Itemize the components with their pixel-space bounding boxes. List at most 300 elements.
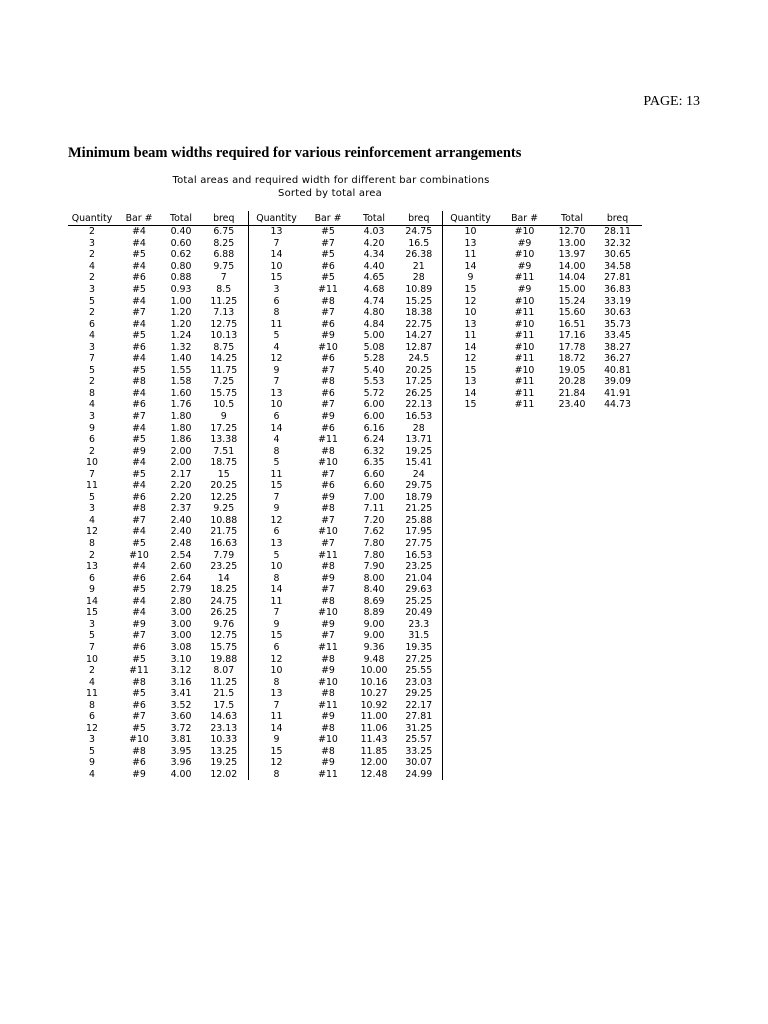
- cell-total: 3.00: [170, 630, 192, 642]
- cell-quantity: 11: [270, 711, 283, 723]
- cell-quantity: 12: [464, 295, 477, 307]
- cell-quantity: 14: [464, 387, 477, 399]
- cell-bar-number: #10: [514, 341, 535, 353]
- cell-bar-number: #7: [321, 364, 335, 376]
- cell-bar-number: #11: [318, 768, 338, 780]
- table-row: [68, 734, 248, 746]
- table-row: [443, 307, 642, 319]
- table-row: [249, 699, 442, 711]
- cell-total: 2.79: [170, 584, 192, 596]
- table-row: [249, 238, 442, 250]
- cell-total: 17.16: [558, 330, 586, 342]
- cell-quantity: 8: [89, 387, 95, 399]
- cell-quantity: 15: [270, 745, 283, 757]
- cell-breq: 24.75: [405, 226, 433, 238]
- cell-breq: 16.53: [405, 549, 433, 561]
- cell-total: 12.00: [360, 757, 388, 769]
- cell-breq: 44.73: [604, 399, 631, 411]
- cell-total: 13.00: [558, 237, 586, 249]
- cell-breq: 21: [412, 260, 425, 272]
- cell-breq: 29.75: [405, 480, 433, 492]
- table-row: [68, 757, 248, 769]
- cell-bar-number: #7: [321, 399, 335, 411]
- table-row: [68, 699, 248, 711]
- cell-bar-number: #11: [514, 353, 535, 365]
- cell-total: 3.95: [170, 745, 192, 757]
- table-row: [443, 353, 642, 365]
- cell-bar-number: #11: [514, 272, 535, 284]
- cell-quantity: 6: [89, 711, 95, 723]
- cell-quantity: 9: [89, 584, 95, 596]
- cell-quantity: 8: [273, 676, 280, 688]
- cell-breq: 27.25: [405, 653, 433, 665]
- cell-breq: 12.02: [210, 768, 238, 780]
- table-row: [249, 549, 442, 561]
- cell-total: 10.92: [360, 699, 388, 711]
- cell-bar-number: #8: [321, 561, 335, 573]
- cell-breq: 23.25: [405, 561, 433, 573]
- cell-breq: 27.81: [604, 272, 631, 284]
- cell-quantity: 10: [270, 260, 283, 272]
- cell-breq: 27.75: [405, 538, 433, 550]
- table-row: [249, 723, 442, 735]
- table-row: [443, 238, 642, 250]
- cell-bar-number: #4: [132, 353, 146, 365]
- cell-breq: 38.27: [604, 341, 631, 353]
- table-row: [249, 388, 442, 400]
- table-row: [68, 422, 248, 434]
- cell-breq: 25.88: [405, 514, 433, 526]
- cell-total: 2.60: [170, 561, 192, 573]
- cell-bar-number: #6: [321, 353, 335, 365]
- table-caption: [0, 174, 660, 200]
- cell-bar-number: #10: [514, 364, 535, 376]
- cell-total: 2.40: [170, 514, 192, 526]
- cell-bar-number: #7: [132, 711, 146, 723]
- cell-total: 3.10: [170, 653, 192, 665]
- header-bar-number: Bar #: [304, 211, 352, 226]
- cell-breq: 10.33: [210, 734, 238, 746]
- cell-total: 4.40: [363, 260, 385, 272]
- cell-breq: 7.79: [213, 549, 235, 561]
- cell-breq: 30.65: [604, 249, 631, 261]
- header-bar-number: Bar #: [498, 211, 551, 226]
- table-row: [68, 238, 248, 250]
- cell-bar-number: #8: [321, 722, 335, 734]
- cell-total: 9.00: [363, 618, 385, 630]
- table-row: [249, 422, 442, 434]
- cell-quantity: 4: [273, 434, 280, 446]
- table-row: [249, 561, 442, 573]
- cell-breq: 36.27: [604, 353, 631, 365]
- cell-total: 11.85: [360, 745, 388, 757]
- cell-breq: 13.38: [210, 434, 238, 446]
- table-row: [443, 226, 642, 238]
- table-row: [68, 434, 248, 446]
- cell-quantity: 8: [273, 572, 280, 584]
- cell-breq: 8.25: [213, 237, 235, 249]
- table-row: [68, 318, 248, 330]
- cell-total: 7.80: [363, 538, 385, 550]
- cell-total: 1.20: [170, 307, 192, 319]
- table-row: [68, 492, 248, 504]
- cell-bar-number: #8: [132, 745, 146, 757]
- cell-quantity: 6: [273, 411, 280, 423]
- cell-bar-number: #5: [132, 364, 146, 376]
- cell-bar-number: #10: [129, 549, 149, 561]
- cell-quantity: 6: [273, 526, 280, 538]
- cell-total: 6.32: [363, 445, 385, 457]
- table-row: [249, 353, 442, 365]
- cell-quantity: 2: [89, 307, 95, 319]
- cell-breq: 25.25: [405, 595, 433, 607]
- cell-total: 14.00: [558, 260, 586, 272]
- cell-quantity: 2: [89, 445, 95, 457]
- cell-quantity: 2: [89, 549, 95, 561]
- cell-breq: 33.25: [405, 745, 433, 757]
- cell-total: 15.00: [558, 284, 586, 295]
- cell-breq: 15.41: [405, 457, 433, 469]
- cell-total: 4.84: [363, 318, 385, 330]
- table-row: [249, 249, 442, 261]
- cell-total: 5.40: [363, 364, 385, 376]
- cell-breq: 11.25: [210, 676, 238, 688]
- cell-total: 16.51: [558, 318, 586, 330]
- table-row: [443, 272, 642, 284]
- cell-bar-number: #8: [321, 688, 335, 700]
- cell-breq: 15.25: [405, 295, 433, 307]
- cell-bar-number: #7: [321, 514, 335, 526]
- cell-quantity: 7: [273, 699, 280, 711]
- table-row: [249, 619, 442, 631]
- cell-breq: 7.51: [213, 445, 235, 457]
- cell-breq: 16.5: [408, 237, 430, 249]
- cell-total: 2.64: [170, 572, 192, 584]
- cell-total: 2.00: [170, 457, 192, 469]
- cell-breq: 13.71: [405, 434, 433, 446]
- cell-bar-number: #5: [132, 468, 146, 480]
- cell-quantity: 4: [89, 676, 95, 688]
- cell-quantity: 11: [270, 468, 283, 480]
- cell-quantity: 15: [270, 480, 283, 492]
- cell-quantity: 5: [89, 745, 95, 757]
- cell-bar-number: #5: [132, 653, 146, 665]
- cell-bar-number: #5: [132, 538, 146, 550]
- cell-total: 3.00: [170, 607, 192, 619]
- cell-total: 10.16: [360, 676, 388, 688]
- cell-total: 1.76: [170, 399, 192, 411]
- cell-breq: 34.58: [604, 260, 631, 272]
- table-row: [68, 353, 248, 365]
- cell-quantity: 8: [273, 445, 280, 457]
- cell-total: 2.54: [170, 549, 192, 561]
- cell-quantity: 12: [86, 526, 98, 538]
- cell-quantity: 13: [270, 226, 283, 238]
- cell-breq: 17.5: [213, 699, 235, 711]
- table-row: [249, 307, 442, 319]
- cell-total: 4.00: [170, 768, 192, 780]
- cell-breq: 35.73: [604, 318, 631, 330]
- cell-quantity: 4: [89, 399, 95, 411]
- cell-breq: 23.03: [405, 676, 433, 688]
- cell-bar-number: #5: [132, 249, 146, 261]
- cell-breq: 10.88: [210, 514, 238, 526]
- cell-quantity: 2: [89, 226, 95, 238]
- cell-total: 7.62: [363, 526, 385, 538]
- cell-breq: 12.87: [405, 341, 433, 353]
- cell-quantity: 15: [86, 607, 98, 619]
- cell-quantity: 2: [89, 249, 95, 261]
- cell-bar-number: #5: [321, 249, 335, 261]
- table-row: [68, 399, 248, 411]
- cell-total: 20.28: [558, 376, 586, 388]
- table-row: [249, 653, 442, 665]
- cell-quantity: 10: [86, 653, 98, 665]
- table-row: [249, 261, 442, 273]
- cell-quantity: 14: [270, 722, 283, 734]
- table-row: [443, 284, 642, 296]
- cell-breq: 19.35: [405, 641, 433, 653]
- cell-breq: 40.81: [604, 364, 631, 376]
- cell-bar-number: #10: [514, 226, 535, 238]
- cell-bar-number: #11: [514, 307, 535, 319]
- cell-quantity: 5: [273, 330, 280, 342]
- cell-total: 4.03: [363, 226, 385, 238]
- cell-breq: 10.89: [405, 284, 433, 295]
- cell-total: 17.78: [558, 341, 586, 353]
- page-number: PAGE: 13: [643, 94, 700, 109]
- cell-breq: 26.38: [405, 249, 433, 261]
- cell-quantity: 10: [270, 399, 283, 411]
- table-row: [249, 284, 442, 296]
- cell-bar-number: #9: [132, 618, 146, 630]
- cell-quantity: 14: [464, 260, 477, 272]
- table-row: [68, 572, 248, 584]
- cell-total: 3.16: [170, 676, 192, 688]
- table-row: [68, 538, 248, 550]
- table-row: [249, 572, 442, 584]
- cell-quantity: 13: [464, 237, 477, 249]
- cell-bar-number: #9: [321, 711, 335, 723]
- cell-quantity: 9: [273, 734, 280, 746]
- cell-total: 3.72: [170, 722, 192, 734]
- cell-total: 7.80: [363, 549, 385, 561]
- cell-total: 15.60: [558, 307, 586, 319]
- cell-total: 3.60: [170, 711, 192, 723]
- cell-quantity: 11: [270, 595, 283, 607]
- cell-breq: 18.38: [405, 307, 433, 319]
- cell-bar-number: #8: [132, 376, 146, 388]
- cell-total: 1.55: [170, 364, 192, 376]
- cell-quantity: 14: [270, 584, 283, 596]
- cell-total: 3.12: [170, 665, 192, 677]
- cell-total: 1.20: [170, 318, 192, 330]
- header-breq: breq: [396, 211, 442, 226]
- cell-total: 14.04: [558, 272, 586, 284]
- cell-breq: 14.25: [210, 353, 238, 365]
- cell-bar-number: #6: [132, 699, 146, 711]
- cell-bar-number: #10: [514, 318, 535, 330]
- cell-quantity: 2: [89, 376, 95, 388]
- table-row: [249, 734, 442, 746]
- table-row: [249, 318, 442, 330]
- cell-quantity: 6: [89, 318, 95, 330]
- table-row: [68, 549, 248, 561]
- header-total: Total: [352, 211, 396, 226]
- table-row: [68, 503, 248, 515]
- table-row: [68, 365, 248, 377]
- table-row: [68, 561, 248, 573]
- cell-quantity: 14: [464, 341, 477, 353]
- cell-bar-number: #8: [132, 503, 146, 515]
- table-row: [68, 653, 248, 665]
- cell-bar-number: #11: [318, 699, 338, 711]
- table-row: [249, 468, 442, 480]
- cell-bar-number: #7: [321, 307, 335, 319]
- cell-breq: 23.3: [408, 618, 430, 630]
- cell-total: 6.60: [363, 480, 385, 492]
- cell-total: 5.72: [363, 387, 385, 399]
- table-block-3: [443, 211, 642, 411]
- cell-quantity: 4: [273, 341, 280, 353]
- table-block-2: [249, 211, 443, 780]
- cell-breq: 6.88: [213, 249, 235, 261]
- cell-bar-number: #11: [514, 387, 535, 399]
- table-row: [68, 596, 248, 608]
- cell-breq: 18.25: [210, 584, 238, 596]
- table-row: [443, 295, 642, 307]
- cell-quantity: 14: [86, 595, 98, 607]
- cell-total: 7.20: [363, 514, 385, 526]
- table-row: [68, 272, 248, 284]
- table-row: [68, 711, 248, 723]
- cell-breq: 24: [412, 468, 425, 480]
- cell-bar-number: #5: [132, 584, 146, 596]
- cell-total: 0.62: [170, 249, 192, 261]
- cell-quantity: 9: [273, 503, 280, 515]
- cell-quantity: 6: [89, 572, 95, 584]
- cell-breq: 8.5: [216, 284, 232, 295]
- table-row: [249, 757, 442, 769]
- cell-bar-number: #10: [318, 607, 338, 619]
- cell-breq: 22.75: [405, 318, 433, 330]
- cell-quantity: 12: [464, 353, 477, 365]
- cell-bar-number: #10: [318, 734, 338, 746]
- cell-quantity: 9: [467, 272, 474, 284]
- table-row: [249, 515, 442, 527]
- cell-bar-number: #9: [132, 768, 146, 780]
- cell-bar-number: #9: [321, 757, 335, 769]
- table-row: [249, 399, 442, 411]
- cell-breq: 12.75: [210, 630, 238, 642]
- table-row: [68, 515, 248, 527]
- cell-quantity: 13: [270, 688, 283, 700]
- cell-bar-number: #8: [321, 595, 335, 607]
- cell-quantity: 7: [273, 237, 280, 249]
- cell-total: 12.48: [360, 768, 388, 780]
- table-row: [249, 445, 442, 457]
- cell-bar-number: #11: [318, 641, 338, 653]
- cell-bar-number: #9: [321, 618, 335, 630]
- table-row: [249, 642, 442, 654]
- header-total: Total: [162, 211, 200, 226]
- table-row: [68, 746, 248, 758]
- table-row: [443, 376, 642, 388]
- cell-quantity: 15: [464, 399, 477, 411]
- cell-bar-number: #5: [321, 272, 335, 284]
- cell-bar-number: #8: [321, 503, 335, 515]
- cell-bar-number: #7: [132, 630, 146, 642]
- cell-bar-number: #5: [132, 284, 146, 295]
- cell-bar-number: #7: [132, 411, 146, 423]
- cell-bar-number: #9: [321, 330, 335, 342]
- cell-breq: 18.75: [210, 457, 238, 469]
- cell-breq: 22.13: [405, 399, 433, 411]
- cell-breq: 23.25: [210, 561, 238, 573]
- cell-bar-number: #9: [321, 665, 335, 677]
- cell-breq: 28: [412, 422, 425, 434]
- cell-breq: 10.5: [213, 399, 235, 411]
- cell-breq: 30.63: [604, 307, 631, 319]
- cell-bar-number: #6: [132, 641, 146, 653]
- cell-total: 6.00: [363, 399, 385, 411]
- cell-breq: 7.13: [213, 307, 235, 319]
- cell-breq: 12.25: [210, 491, 238, 503]
- cell-breq: 25.57: [405, 734, 433, 746]
- cell-total: 7.11: [363, 503, 385, 515]
- cell-total: 6.60: [363, 468, 385, 480]
- cell-bar-number: #4: [132, 260, 146, 272]
- table-block-1: [68, 211, 249, 780]
- cell-quantity: 9: [89, 757, 95, 769]
- cell-total: 0.40: [170, 226, 192, 238]
- table-row: [249, 665, 442, 677]
- cell-quantity: 11: [464, 330, 477, 342]
- table-header-row: [249, 211, 442, 226]
- cell-quantity: 15: [270, 630, 283, 642]
- table-row: [249, 607, 442, 619]
- cell-breq: 21.04: [405, 572, 433, 584]
- cell-quantity: 3: [273, 284, 280, 295]
- table-row: [68, 607, 248, 619]
- table-row: [68, 261, 248, 273]
- table-row: [68, 295, 248, 307]
- cell-total: 13.97: [558, 249, 586, 261]
- table-row: [443, 365, 642, 377]
- cell-bar-number: #7: [321, 584, 335, 596]
- cell-breq: 9: [220, 411, 227, 423]
- cell-breq: 19.25: [405, 445, 433, 457]
- cell-breq: 24.75: [210, 595, 238, 607]
- cell-bar-number: #9: [517, 237, 532, 249]
- cell-breq: 17.95: [405, 526, 433, 538]
- header-breq: breq: [593, 211, 642, 226]
- table-row: [249, 341, 442, 353]
- cell-breq: 20.49: [405, 607, 433, 619]
- cell-bar-number: #6: [321, 387, 335, 399]
- table-row: [443, 249, 642, 261]
- cell-quantity: 12: [270, 353, 283, 365]
- cell-quantity: 4: [89, 330, 95, 342]
- cell-total: 0.60: [170, 237, 192, 249]
- cell-total: 21.84: [558, 387, 586, 399]
- cell-bar-number: #4: [132, 457, 146, 469]
- cell-bar-number: #11: [318, 434, 338, 446]
- cell-quantity: 4: [89, 768, 95, 780]
- cell-bar-number: #5: [132, 722, 146, 734]
- cell-breq: 20.25: [210, 480, 238, 492]
- cell-quantity: 5: [89, 491, 95, 503]
